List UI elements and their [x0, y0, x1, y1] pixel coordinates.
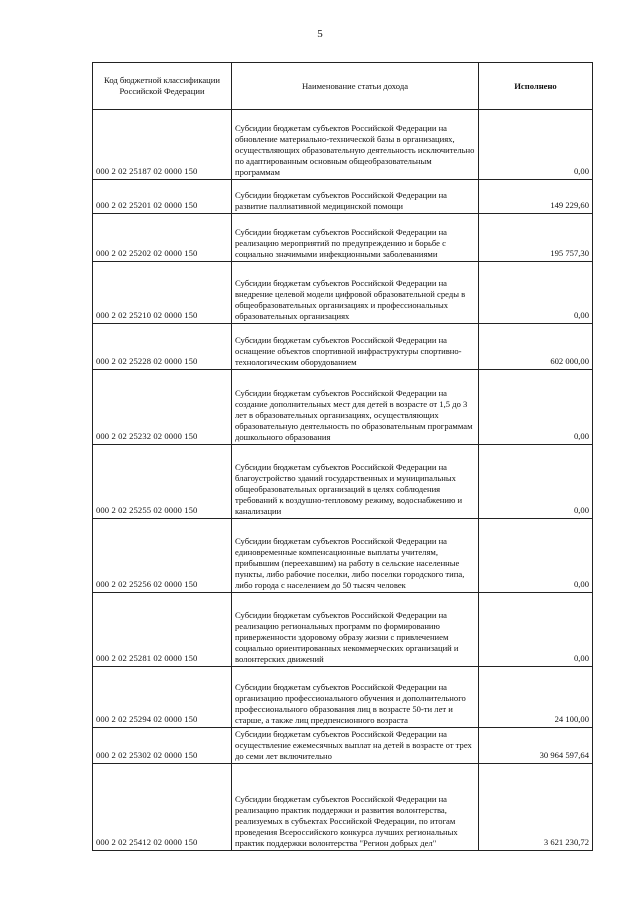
header-code: Код бюджетной классификации Российской Федерации — [93, 63, 232, 110]
row-code: 000 2 02 25281 02 0000 150 — [93, 593, 232, 667]
row-amount: 24 100,00 — [479, 667, 593, 728]
row-name: Субсидии бюджетам субъектов Российской Федерации на создание дополнительных мест для детей в возрасте от 1,5 до 3 лет в образовательных организациях, осуществляющих образовательную деятельность по образовательным программам дошкольного образования — [232, 370, 479, 445]
row-name: Субсидии бюджетам субъектов Российской Федерации на реализацию практик поддержки и развития волонтерства, реализуемых в субъектах Российской Федерации, по итогам проведения Всероссийского конкурса лучших региональных практик поддержки волонтерства "Регион добрых дел" — [232, 764, 479, 851]
row-amount: 195 757,30 — [479, 214, 593, 262]
row-code: 000 2 02 25302 02 0000 150 — [93, 728, 232, 764]
row-code: 000 2 02 25232 02 0000 150 — [93, 370, 232, 445]
header-name: Наименование статьи дохода — [232, 63, 479, 110]
row-name: Субсидии бюджетам субъектов Российской Федерации на реализацию мероприятий по предупреждению и борьбе с социально значимыми инфекционными заболеваниями — [232, 214, 479, 262]
row-amount: 0,00 — [479, 593, 593, 667]
row-name: Субсидии бюджетам субъектов Российской Федерации на благоустройство зданий государственных и муниципальных общеобразовательных организаций в целях соблюдения требований к воздушно-тепловому режиму, водоснабжению и канализации — [232, 445, 479, 519]
row-code: 000 2 02 25294 02 0000 150 — [93, 667, 232, 728]
row-amount: 0,00 — [479, 445, 593, 519]
row-code: 000 2 02 25228 02 0000 150 — [93, 324, 232, 370]
row-amount: 0,00 — [479, 370, 593, 445]
table-header-row — [93, 63, 593, 110]
row-amount: 30 964 597,64 — [479, 728, 593, 764]
table-row — [93, 370, 593, 445]
income-table — [92, 62, 593, 851]
row-amount: 602 000,00 — [479, 324, 593, 370]
row-name: Субсидии бюджетам субъектов Российской Федерации на осуществление ежемесячных выплат на детей в возрасте от трех до семи лет включительно — [232, 728, 479, 764]
table-row — [93, 519, 593, 593]
table-row — [93, 593, 593, 667]
row-code: 000 2 02 25412 02 0000 150 — [93, 764, 232, 851]
row-code: 000 2 02 25202 02 0000 150 — [93, 214, 232, 262]
row-code: 000 2 02 25201 02 0000 150 — [93, 180, 232, 214]
table-row — [93, 214, 593, 262]
table-row — [93, 728, 593, 764]
row-name: Субсидии бюджетам субъектов Российской Федерации на внедрение целевой модели цифровой образовательной среды в общеобразовательных организациях и профессиональных образовательных организациях — [232, 262, 479, 324]
table-row — [93, 324, 593, 370]
row-amount: 0,00 — [479, 110, 593, 180]
table-row — [93, 262, 593, 324]
table-row — [93, 667, 593, 728]
row-code: 000 2 02 25255 02 0000 150 — [93, 445, 232, 519]
table-row — [93, 110, 593, 180]
row-code: 000 2 02 25187 02 0000 150 — [93, 110, 232, 180]
table-row — [93, 445, 593, 519]
page-number: 5 — [317, 28, 323, 40]
row-amount: 0,00 — [479, 519, 593, 593]
row-code: 000 2 02 25210 02 0000 150 — [93, 262, 232, 324]
row-name: Субсидии бюджетам субъектов Российской Федерации на реализацию региональных программ по формированию приверженности здоровому образу жизни с привлечением социально ориентированных некоммерческих организаций и волонтерских движений — [232, 593, 479, 667]
row-amount: 0,00 — [479, 262, 593, 324]
row-name: Субсидии бюджетам субъектов Российской Федерации на оснащение объектов спортивной инфраструктуры спортивно-технологическим оборудованием — [232, 324, 479, 370]
row-amount: 3 621 230,72 — [479, 764, 593, 851]
table-row — [93, 180, 593, 214]
row-code: 000 2 02 25256 02 0000 150 — [93, 519, 232, 593]
row-name: Субсидии бюджетам субъектов Российской Федерации на обновление материально-технической базы в организациях, осуществляющих образовательную деятельность исключительно по адаптированным основным общеобразовательным программам — [232, 110, 479, 180]
row-amount: 149 229,60 — [479, 180, 593, 214]
row-name: Субсидии бюджетам субъектов Российской Федерации на организацию профессионального обучения и дополнительного профессионального образования лиц в возрасте 50-ти лет и старше, а также лиц предпенсионного возраста — [232, 667, 479, 728]
row-name: Субсидии бюджетам субъектов Российской Федерации на единовременные компенсационные выплаты учителям, прибывшим (переехавшим) на работу в сельские населенные пункты, либо рабочие поселки, либо поселки городского типа, либо города с населением до 50 тысяч человек — [232, 519, 479, 593]
table-row — [93, 764, 593, 851]
header-executed: Исполнено — [479, 63, 593, 110]
row-name: Субсидии бюджетам субъектов Российской Федерации на развитие паллиативной медицинской помощи — [232, 180, 479, 214]
